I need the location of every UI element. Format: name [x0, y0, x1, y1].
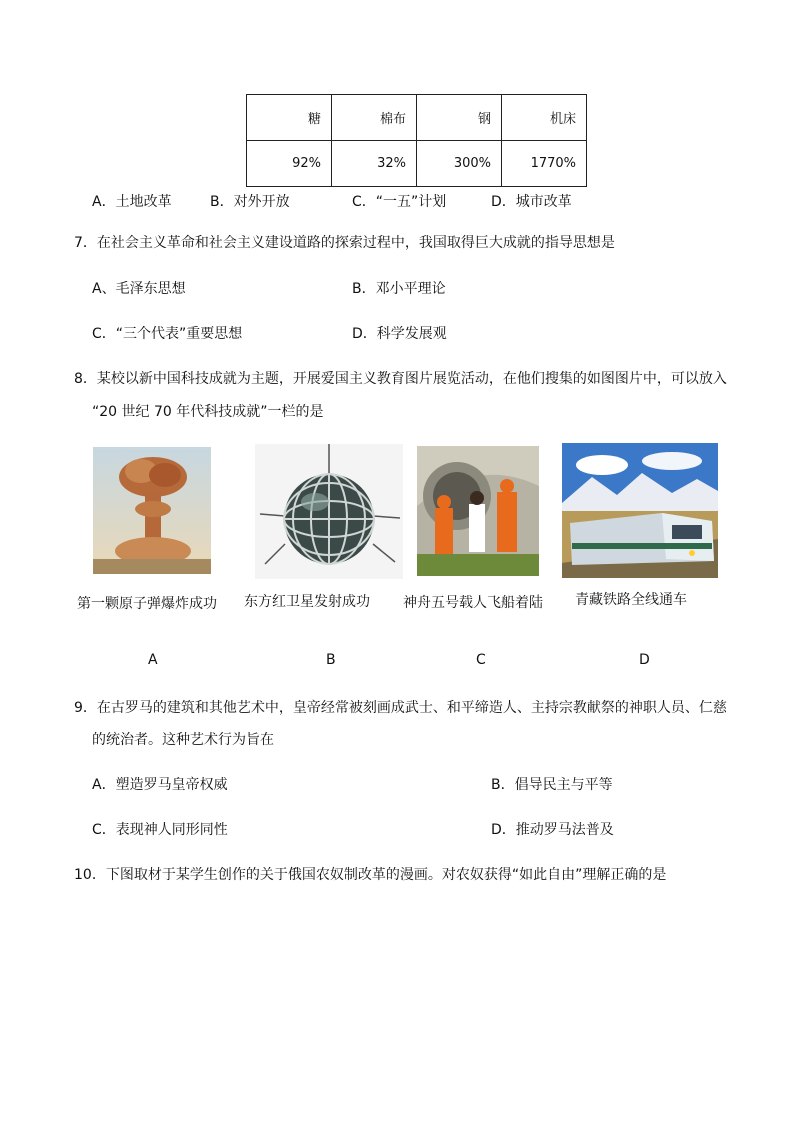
statistics-table — [246, 94, 587, 187]
table-cell: 棉布 — [332, 95, 417, 141]
q10-stem: 10．下图取材于某学生创作的关于俄国农奴制改革的漫画。对农奴获得“如此自由”理解正确的是 — [74, 867, 667, 883]
choice-letter-c: C — [476, 652, 486, 668]
q7-stem: 7．在社会主义革命和社会主义建设道路的探索过程中，我国取得巨大成就的指导思想是 — [74, 235, 615, 251]
q8-stem-line1: 8．某校以新中国科技成就为主题，开展爱国主义教育图片展览活动，在他们搜集的如图图片中，可以放入 — [74, 371, 727, 387]
choice-letter-d: D — [639, 652, 650, 668]
choice-letter-a: A — [148, 652, 158, 668]
table-cell: 300% — [417, 141, 502, 187]
q9-option-b: B．倡导民主与平等 — [491, 777, 613, 793]
q6-option-c: C．“一五”计划 — [352, 194, 447, 210]
caption-a: 第一颗原子弹爆炸成功 — [77, 596, 217, 612]
q7-option-d: D．科学发展观 — [352, 326, 447, 342]
q9-stem-line1: 9．在古罗马的建筑和其他艺术中，皇帝经常被刻画成武士、和平缔造人、主持宗教献祭的神职人员、仁慈 — [74, 700, 727, 716]
q6-option-b: B．对外开放 — [210, 194, 290, 210]
q7-option-a: A、毛泽东思想 — [92, 281, 186, 297]
caption-b: 东方红卫星发射成功 — [244, 594, 370, 610]
q6-option-a: A．土地改革 — [92, 194, 172, 210]
q9-option-a: A．塑造罗马皇帝权威 — [92, 777, 228, 793]
shenzhou-landing-image — [417, 446, 539, 576]
table-cell: 32% — [332, 141, 417, 187]
atomic-bomb-image — [93, 447, 211, 574]
q7-option-c: C．“三个代表”重要思想 — [92, 326, 243, 342]
table-row — [247, 141, 587, 187]
qinghai-tibet-railway-image — [562, 443, 718, 578]
q9-option-d: D．推动罗马法普及 — [491, 822, 614, 838]
caption-c: 神舟五号载人飞船着陆 — [403, 595, 543, 611]
table-cell: 钢 — [417, 95, 502, 141]
choice-letter-b: B — [326, 652, 336, 668]
table-cell: 糖 — [247, 95, 332, 141]
q7-option-b: B．邓小平理论 — [352, 281, 446, 297]
table-cell: 机床 — [502, 95, 587, 141]
q6-option-d: D．城市改革 — [491, 194, 572, 210]
q9-option-c: C．表现神人同形同性 — [92, 822, 228, 838]
table-header-row — [247, 95, 587, 141]
satellite-image — [255, 444, 403, 579]
table-cell: 1770% — [502, 141, 587, 187]
q9-stem-line2: 的统治者。这种艺术行为旨在 — [92, 732, 274, 748]
table-cell: 92% — [247, 141, 332, 187]
caption-d: 青藏铁路全线通车 — [575, 592, 687, 608]
q8-stem-line2: “20 世纪 70 年代科技成就”一栏的是 — [92, 404, 324, 420]
